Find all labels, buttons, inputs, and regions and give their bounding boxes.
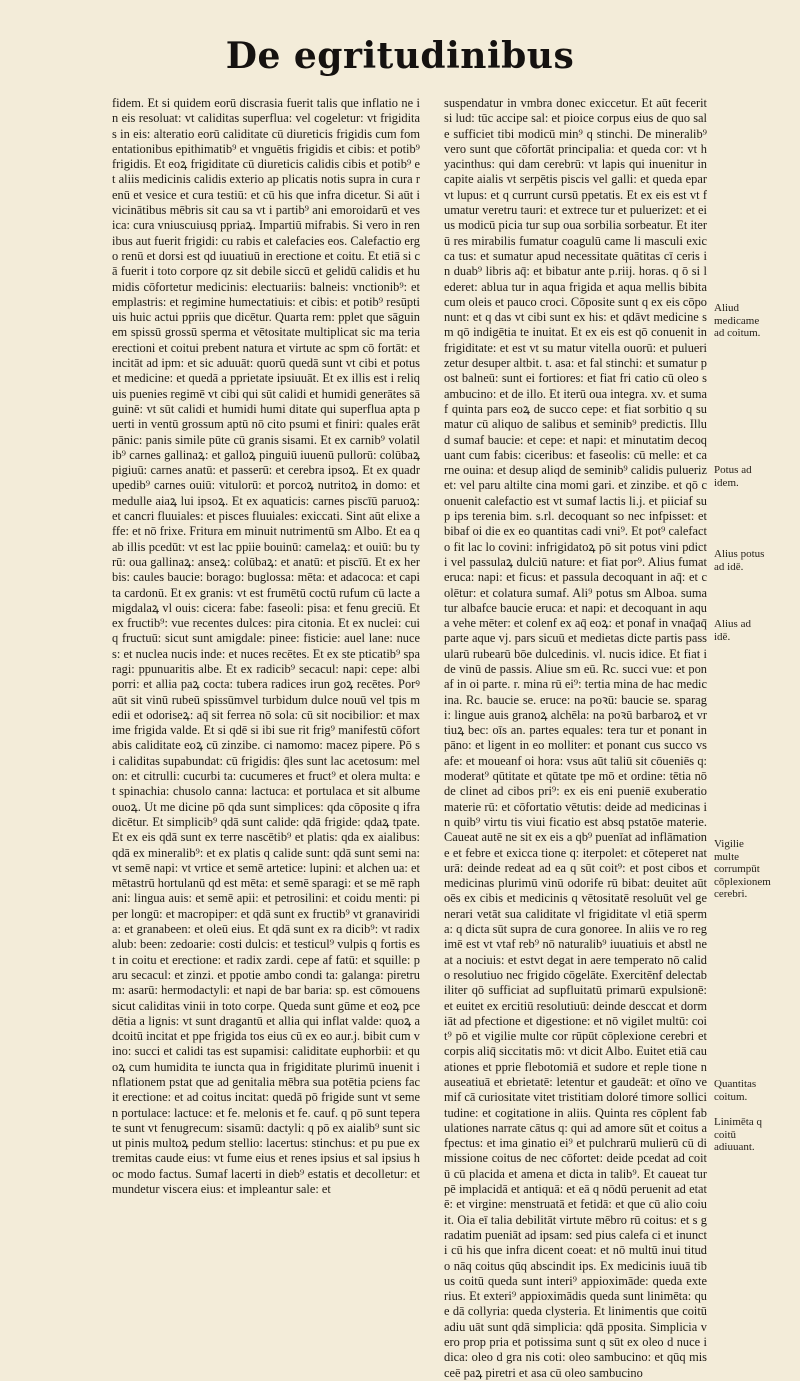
- left-column-text: fidem. Et si quidem eorū discrasia fuerit talis que inflatio ne in eis resoluat: vt caliditas superflua: vel cogeletur: vt frigiditas in eis: alteratio eorū caliditate cū diureticis frigidis cum fomentationibus epithimatib⁹ et vnguētis frigidis et cibis: et potib⁹ frigidis. Et eoꝝ frigiditate cū diureticis calidis cibis et potib⁹ et aliis medicinis calidis exterio ap plicatis notis supra in cura renū et vesice et cura testiū: et cū his que infra dicetur. Si aūt i vicinātibus mēbris sit cau sa vt i partib⁹ ani emoroidarū et vesica: cura vniuscuiusq ppriaꝝ. Impartiū mifrabis. Si vero in renibus aut fuerit frigidi: cu rabis et calefacies eos. Calefactio ergo renū et dorsi est qd iuuatiuū in erectione et coitu. Et etiā si cā fuerit i toto corpore qz sit debile siccū et gelidū calidis et humidis cōfortetur medicinis: electuariis: balneis: vnctionib⁹: et emplastris: et regimine humectatiuis: et cibis: et potib⁹ resūptiuis huic actui ppriis que dicētur. Quarta rem: pplet que sāguinem spissū grossū sperma et vētositate multiplicat sic ma teria erectioni et coitui prebent natura et virtute ac spm cō fortāt: et incitāt ad ipm: et sic aduuāt: quorū quedā sunt vt cibi et potus et medicine: et quedā a pprietate ipsiuuāt. Et ex illis est i reliquis puenies regimē vt cibi qui sūt calidi et humidi generātes sāguinē: vt sūt calidi et humidi humi ditate qui superflua apta puerti in ventū grossum aptū nō cito psumi et finiri: quales erāt pānic: panis simile pūte cū granis sisami. Et ex carnib⁹ volatilib⁹ carnes gallinaꝝ: et galloꝝ pinguiū iuuenū pullorū: colūbaꝝ pigiuū: carnes anatū: et passerū: et cerebra ipsoꝝ. Et ex quadrupedib⁹ carnes ouiū: vitulorū: et porcoꝝ nutritoꝝ in domo: et medulle aiaꝝ lui ipsoꝝ. Et ex aquaticis: carnes piscīū paruoꝝ: et cancri fluuiales: et pisces fluuiales: exiccati. Sint aūt elixe affe: et nō frixe. Fritura em minuit nutrimentū sm Albo. Et ea q ab illis pcedūt: vt est lac ppiie bouinū: camelaꝝ: et ouiū: bu tyrū: oua gallinaꝝ: anseꝝ: colūbaꝝ: et anatū: et piscīū. Et ex herbis: caules baucie: borago: buglossa: mēta: et adacoca: et capita cardonū. Et ex granis: vt est frumētū coctū rufum cū lacte amigdalaꝝ vl ouis: cicera: fabe: faseoli: pisa: et fenu greciū. Et ex fructib⁹: vue recentes dulces: pira citonia. Et ex nuclei: cuiq fructuū: sicut sunt amigdale: pinee: fisticie: auel lane: nuces: et nuclea nucis inde: et nuces recētes. Et ex ste pticatib⁹ sparagi: ppunuaritis albe. Et ex radicib⁹ secacul: napi: cepe: albi porri: et allia paꝝ cocta: tubera radices irun goꝝ recētes. Porꝰ aūt sit vinū rubeū spissūmvel turbidum dulce nouū vel tpis medii et odoriseꝝ: aq̄ sit ferrea nō sola: cū sit nocibilior: et maxime frigida valde. Et si qdē si ibi sue rit frig⁹ manifestū cōfortabis caliditate eoꝝ cū zinzibe. ci namomo: macez pipere. Pō si caliditas supabundat: cū frigidis: q̄les sunt lac acetosum: melon: et citrulli: cucurbi ta: cucumeres et fruct⁹ et olera multa: et spinachia: chusolo canna: lactuca: et portulaca et sit albume ouoꝝ. Ut me dicine pō qda sunt simplices: qda cōposite q ifra dicētur. Et simplicib⁹ qdā sunt calide: qdā frigide: qdaꝝ tpate. Et ex eis qdā sunt ex terre nascētib⁹ et platis: qda ex aialibus: qdā ex mineralib⁹: et ex platis q calide sunt: qdā sunt semi na: vt semē napi: vt vrtice et semē artetice: lupini: et alchen ua: et mētastrū hortulanū qd est mēta: et semē sparagi: et se mē raphani: lingua auis: et semē apii: et petrosilini: et coidu menti: piper longū: et macropiper: et qdā sunt ex fructib⁹ vt granaviridia: et granabeen: et oleū eius. Et qdā sunt ex ra dicib⁹: vt radix alub: been: zedoarie: costi dulcis: et testicul⁹ vulpis q fortis est in coitu et erectione: et radix zardi. cepe af fatū: et squille: paru secacul: et zinzi. et ppotie ambo condi ta: galanga: piretrum: asarū: hermodactyli: et napi de bar baria: sp. est cōmouens sicut caliditas vinii in toto corpe. Queda sunt gūme et eoꝝ pcedētia a lignis: vt sunt dragantū et allia qui inflat valde: quoꝝ adcoitū incitat et ppe frigida tos eius cū ex eo aur.j. bibit cum vino: succi et calidi tas est supamisi: caliditate euphorbii: et quoꝝ cum humidita te iuncta qua in frigiditate plurimū inuenit inflationem pstat que ad genitalia mēbra sua potētia pciens facit erectione: et ad coitus incitat: quedā pō frigide sunt vt semen portulace: lactuce: et fe. melonis et fe. cauf. q pō sunt tepera te sunt vt fenugrecum: sisamū: dactyli: q pō ex aialib⁹ sunt sicut pinis multoꝝ pedum stellio: lacertus: stinchus: et pu pue extremitas caude eius: vt fume eius et renes ipsius et sal ipsius hoc modo factus. Sumaf lacerti in dieb⁹ estatis et decolletur: et mundetur viscera eius: et impleantur sale: et: [112, 96, 420, 1197]
- right-text-column: [444, 96, 707, 1380]
- page-header: De egritudinibus: [225, 35, 575, 77]
- margin-note-alius-ad-idem: Alius ad idē.: [714, 618, 751, 643]
- left-text-column: [112, 96, 420, 1196]
- margin-note-potus-ad-idem: Potus ad idem.: [714, 464, 752, 489]
- margin-note-vigilie: Vigilie multe corrumpūt cōplexionem cerebri.: [714, 838, 771, 900]
- margin-note-linimenta: Linimēta q coitū adiuuant.: [714, 1116, 762, 1153]
- right-column-text: suspendatur in vmbra donec exiccetur. Et aūt fecerit si lud: tūc accipe sal: et pioice corpus eius de quo sale sufficiet tibi modicū min⁹ q stinchi. De mineralib⁹ vero sunt que cōfortāt principalia: et queda cor: vt hyacinthus: qui dam cerebrū: vt lapis qui inuenitur in capite aialis vt serpētis piscis vel galli: et queda epar vt lupus: et q currunt cursū ppetatis. Et ex eis est vt fumatur veretru tauri: et extrece tur et puluerizet: et eius modicū picia tur sup oua sorbilia sorbeatur. Et iterū res mirabilis fumatur coagulū came li masculi exicca tus: et sumatur apud necessitate quātitas cī ceris in duab⁹ libris aq̄: et bibatur ante p.riij. horas. q ō si lederet: ablua tur in aqua frigida et aqua mellis bibita cum oleis et pauco croci. Cōposite sunt q ex eis cōponunt: et q das vt cibi sunt ex his: et qdāvt medicine sm qō indigētia te inuitat. Et ex eis est qō conuenit in frigiditate: et est vt su matur vitella ouorū: et puluerizetur desuper altbit. t. asa: et fal stinchi: et sumatur post balneū: sunt ei fortiores: et fiat fri catio cū oleo sambucino: et de illo. Et iterū oua integra. xv. et sumaf quinta pars eoꝝ de succo cepe: et fiat sorbitio q su matur cū aliquo de salibus et seminib⁹ predictis. Illud sumaf baucie: et cepe: et napi: et minutatim decoquant cum fabis: ciceribus: et faseolis: cū melle: et carne ouina: et desup aliqd de seminib⁹ calidis puluerizet: vel paru altilte cina momi gari. et zinzibe. et qō conuenit calefactio est vt sumaf lactis li.j. et piiciaf sup ips terenia bim. s.rl. decoquant so nec infpisset: et bibaf oi die ex eo quantitas cadi vni⁹. Et pot⁹ calefacto fit lac lo covini: infrigidatoꝝ pō sit potus vini pdicti vel passulaꝝ dulciū nature: et fiat por⁹. Alius fumat eruca: napi: et ficus: et passula decoquant in aq̄: et colētur: et colatura sumaf. Ali⁹ potus sm Alboa. suma tur albafce baucie eruca: et napi: et decoquant in aqua vehe mēter: et colenf ex aq̄ eoꝝ: et ponaf in vnaq̄aq̄ parte aque vj. pars sicuū et medietas dicte partis passularū rubearū bōe dulcedinis. vl. nucis idice. Et fiat ide vinū de passis. Aliue sm eū. Rc. succi vue: et ponaf in oi parte. r. mina rū ei⁹: tertia mina de hac medicina. Rc. baucie se. eruce: na poꝛū: baucie se. sparagi: lingue auis granoꝝ alchēla: na poꝛū barbaroꝝ et vrtiuꝝ bec: oīs an. partes equales: tera tur et ponant in pāno: et ligent in eo molliter: et ponant cus succo vsafe: et moueanf oi hora: vsus aūt taliū sit cōueniēs q: moderat⁹ qūtitate et qūtate tpe mō et ordine: tētia nō de clinet ad cibos pri⁹: ex eis eni pueniē exuberatio materie rū: et cōfortatio vētutis: deide ad medicinas in quib⁹ virtu tis viui ficatio est absq pstatōe materie. Caueat autē ne sit ex eis a qb⁹ puenīat ad inflāmatione et febre et exicca tione q: iterpolet: et cōteperet naturā: deinde redeat ad ea q sūt coit⁹: et post cibos et medicinas plurimū vinū odorife rū bibat: deuitet aūt oēs ex cibis et medicinis q vētositatē resoluūt vel generari vetāt sua caliditate vl frigiditate vl etiā sperma: q dicta sūt supra de cura gonoree. In aliis ve ro regimē est vt vtaf reb⁹ nō naturalib⁹ iuuatiuis et abstl neat a nociuis: et estvt degat in aere temperato nō calido resolutiuo nec frigido cōgelāte. Exercitēnf delectabiliter qō sufficiat ad supfluitatū primarū expulsionē: et euitet ex ercitiū resolutiuū: deinde desccat et dormiāt ad pfectione et digestione: et nō vigilet multū: coit⁹ pō et vigilie multe cor rūpūt cōplexione cerebri et corpis aliq̄ siccitatis mō: vt dicit Albo. Euitet etiā cauationes et pprie flebotomiā et sudore et reple tione nauseatiuā et ebrietatē: letentur et gaudeāt: et oīno vemif cā curiositate vitet tristitiam doloré timore sollicitudine: et cogitatione in aliis. Quinta res cōplent fabulationes narrate cātus q: qui ad amore sūt et coitus afpectus: et ima ginatio ei⁹ et pulchrarū mulierū cū dimissione coitus de nec cōfortet: deide pcedat ad coitū cū placida et amena et dicta in talib⁹. Et caueat turpē implacidā et antiquā: et eā q nōdū peruenit ad etatē: et virgine: menstruatā et fetidā: et que cū alio coiuit. Oia eī talia debilitāt virtute mēbro rū coitus: et s gradatim pueniāt ad ipsam: sed pius calefa ci et inuncti cū his que infra dicent coeat: et nō multū inui titudo nāq coitus qūq abscindit ips. Ex medicinis iuuā tibus coitū queda sunt interi⁹ appioximāde: queda exte rius. Et exteri⁹ appioximādis queda sunt linimēta: que dā collyria: queda clysteria. Et linimentis que coitū adiu uāt sunt qdā simplicia: qdā pposita. Simplicia vero prop pria et potissima sunt q sūt ex oleo d nuce idica: oleo d gra nis coti: oleo sambucino: et qūq misceē paꝝ piretri et asa cū oleo sambucino: [444, 96, 707, 1380]
- margin-note-quantitas: Quantitas coitum.: [714, 1078, 757, 1103]
- margin-note-aliud-medicame: Aliud medicame ad coitum.: [714, 302, 761, 339]
- margin-note-alius-potus: Alius potus ad idē.: [714, 548, 765, 573]
